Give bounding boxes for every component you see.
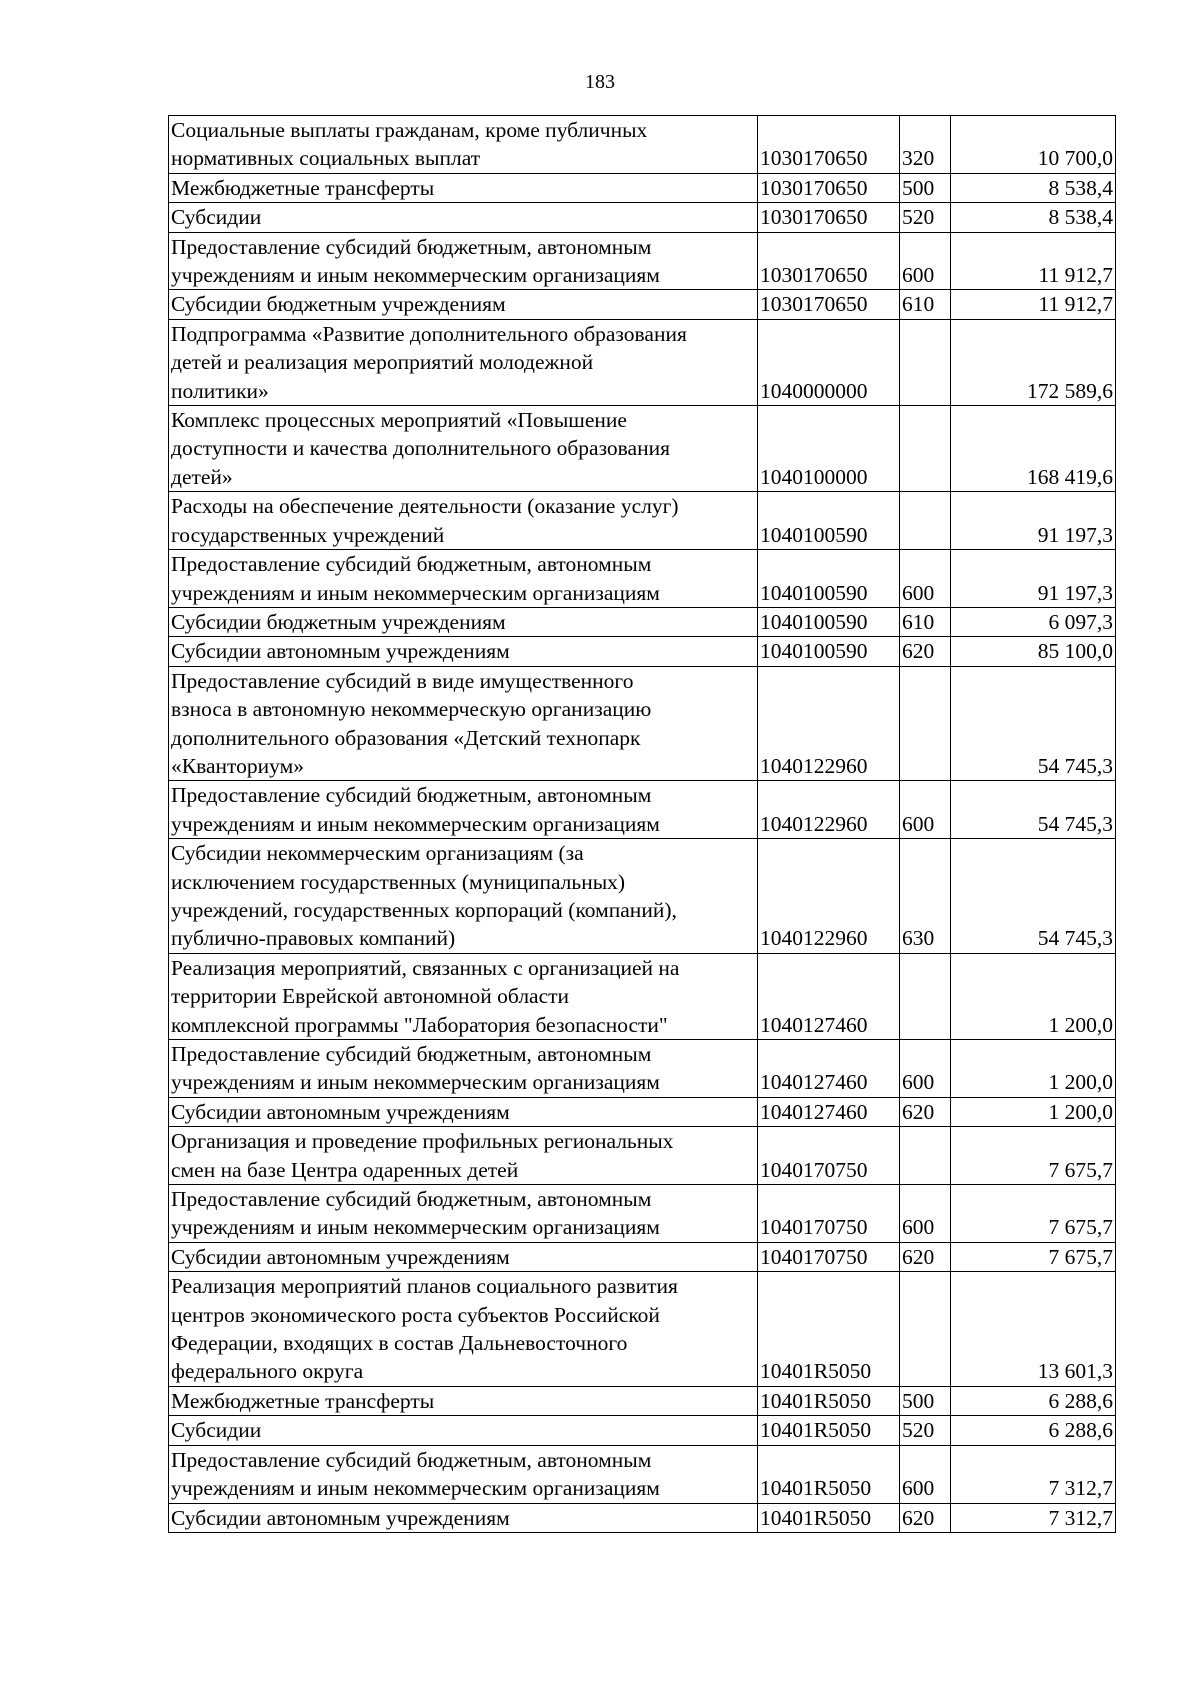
page-number: 183 xyxy=(585,71,615,93)
amount-cell: 54 745,3 xyxy=(951,839,1116,954)
table-row xyxy=(169,1040,1116,1098)
expense-type-cell: 610 xyxy=(900,290,951,319)
table-row xyxy=(169,232,1116,290)
amount-cell: 85 100,0 xyxy=(951,637,1116,666)
expense-type-cell xyxy=(900,1272,951,1387)
amount-cell: 11 912,7 xyxy=(951,290,1116,319)
table-row xyxy=(169,607,1116,636)
expense-type-cell: 620 xyxy=(900,1242,951,1271)
amount-cell: 7 312,7 xyxy=(951,1445,1116,1503)
table-row xyxy=(169,1127,1116,1185)
budget-table xyxy=(168,115,1116,1533)
target-article-cell: 1040127460 xyxy=(758,1040,900,1098)
table-row xyxy=(169,1272,1116,1387)
amount-cell: 6 288,6 xyxy=(951,1416,1116,1445)
expense-type-cell: 520 xyxy=(900,203,951,232)
table-row xyxy=(169,1185,1116,1243)
amount-cell: 10 700,0 xyxy=(951,116,1116,174)
amount-cell: 1 200,0 xyxy=(951,953,1116,1039)
table-row xyxy=(169,319,1116,405)
expense-name-cell: Субсидии xyxy=(169,203,758,232)
amount-cell: 13 601,3 xyxy=(951,1272,1116,1387)
amount-cell: 91 197,3 xyxy=(951,492,1116,550)
target-article-cell: 1040170750 xyxy=(758,1127,900,1185)
expense-name-cell: Предоставление субсидий бюджетным, автономным учреждениям и иным некоммерческим организациям xyxy=(169,550,758,608)
table-row xyxy=(169,290,1116,319)
expense-type-cell: 600 xyxy=(900,1185,951,1243)
table-row xyxy=(169,406,1116,492)
expense-type-cell: 620 xyxy=(900,637,951,666)
expense-type-cell xyxy=(900,406,951,492)
table-row xyxy=(169,953,1116,1039)
table-row xyxy=(169,781,1116,839)
expense-name-cell: Подпрограмма «Развитие дополнительного образования детей и реализация мероприятий молодежной политики» xyxy=(169,319,758,405)
amount-cell: 54 745,3 xyxy=(951,781,1116,839)
expense-type-cell: 600 xyxy=(900,232,951,290)
amount-cell: 11 912,7 xyxy=(951,232,1116,290)
amount-cell: 1 200,0 xyxy=(951,1040,1116,1098)
expense-name-cell: Реализация мероприятий планов социального развития центров экономического роста субъектов Российской Федерации, входящих в состав Дальневосточного федерального округа xyxy=(169,1272,758,1387)
target-article-cell: 1030170650 xyxy=(758,173,900,202)
expense-name-cell: Субсидии автономным учреждениям xyxy=(169,1097,758,1126)
expense-type-cell: 520 xyxy=(900,1416,951,1445)
budget-table-body xyxy=(169,116,1116,1533)
expense-name-cell: Субсидии автономным учреждениям xyxy=(169,1242,758,1271)
target-article-cell: 1030170650 xyxy=(758,232,900,290)
table-row xyxy=(169,1416,1116,1445)
target-article-cell: 1040170750 xyxy=(758,1242,900,1271)
target-article-cell: 1030170650 xyxy=(758,203,900,232)
amount-cell: 7 312,7 xyxy=(951,1503,1116,1532)
table-row xyxy=(169,637,1116,666)
target-article-cell: 1040000000 xyxy=(758,319,900,405)
table-row xyxy=(169,492,1116,550)
amount-cell: 91 197,3 xyxy=(951,550,1116,608)
expense-name-cell: Организация и проведение профильных региональных смен на базе Центра одаренных детей xyxy=(169,1127,758,1185)
expense-name-cell: Предоставление субсидий бюджетным, автономным учреждениям и иным некоммерческим организациям xyxy=(169,781,758,839)
expense-type-cell: 600 xyxy=(900,1445,951,1503)
target-article-cell: 1030170650 xyxy=(758,290,900,319)
target-article-cell: 1040170750 xyxy=(758,1185,900,1243)
amount-cell: 8 538,4 xyxy=(951,203,1116,232)
table-row xyxy=(169,839,1116,954)
target-article-cell: 1040127460 xyxy=(758,1097,900,1126)
expense-name-cell: Межбюджетные трансферты xyxy=(169,173,758,202)
target-article-cell: 1040100590 xyxy=(758,607,900,636)
expense-name-cell: Субсидии xyxy=(169,1416,758,1445)
table-row xyxy=(169,1242,1116,1271)
table-row xyxy=(169,1097,1116,1126)
expense-type-cell xyxy=(900,953,951,1039)
expense-type-cell: 630 xyxy=(900,839,951,954)
table-row xyxy=(169,1503,1116,1532)
expense-type-cell xyxy=(900,666,951,781)
expense-name-cell: Субсидии некоммерческим организациям (за исключением государственных (муниципальных) учреждений, государственных корпораций (компаний), публично-правовых компаний) xyxy=(169,839,758,954)
expense-type-cell: 610 xyxy=(900,607,951,636)
expense-type-cell: 500 xyxy=(900,1386,951,1415)
amount-cell: 6 288,6 xyxy=(951,1386,1116,1415)
table-row xyxy=(169,666,1116,781)
expense-name-cell: Предоставление субсидий бюджетным, автономным учреждениям и иным некоммерческим организациям xyxy=(169,1445,758,1503)
expense-type-cell xyxy=(900,319,951,405)
expense-type-cell: 620 xyxy=(900,1097,951,1126)
amount-cell: 54 745,3 xyxy=(951,666,1116,781)
expense-name-cell: Расходы на обеспечение деятельности (оказание услуг) государственных учреждений xyxy=(169,492,758,550)
table-row xyxy=(169,1445,1116,1503)
amount-cell: 7 675,7 xyxy=(951,1127,1116,1185)
amount-cell: 6 097,3 xyxy=(951,607,1116,636)
expense-name-cell: Предоставление субсидий в виде имущественного взноса в автономную некоммерческую организацию дополнительного образования «Детский технопарк «Кванториум» xyxy=(169,666,758,781)
target-article-cell: 10401R5050 xyxy=(758,1445,900,1503)
expense-type-cell: 600 xyxy=(900,550,951,608)
amount-cell: 168 419,6 xyxy=(951,406,1116,492)
expense-type-cell xyxy=(900,492,951,550)
table-row xyxy=(169,173,1116,202)
expense-name-cell: Предоставление субсидий бюджетным, автономным учреждениям и иным некоммерческим организациям xyxy=(169,1040,758,1098)
target-article-cell: 10401R5050 xyxy=(758,1272,900,1387)
expense-name-cell: Социальные выплаты гражданам, кроме публичных нормативных социальных выплат xyxy=(169,116,758,174)
expense-name-cell: Субсидии автономным учреждениям xyxy=(169,637,758,666)
amount-cell: 8 538,4 xyxy=(951,173,1116,202)
target-article-cell: 10401R5050 xyxy=(758,1416,900,1445)
target-article-cell: 1040127460 xyxy=(758,953,900,1039)
target-article-cell: 1040122960 xyxy=(758,781,900,839)
expense-name-cell: Комплекс процессных мероприятий «Повышение доступности и качества дополнительного образования детей» xyxy=(169,406,758,492)
table-row xyxy=(169,116,1116,174)
target-article-cell: 1040100590 xyxy=(758,637,900,666)
expense-name-cell: Субсидии бюджетным учреждениям xyxy=(169,607,758,636)
expense-name-cell: Предоставление субсидий бюджетным, автономным учреждениям и иным некоммерческим организациям xyxy=(169,1185,758,1243)
table-row xyxy=(169,203,1116,232)
target-article-cell: 1040122960 xyxy=(758,839,900,954)
expense-name-cell: Реализация мероприятий, связанных с организацией на территории Еврейской автономной области комплексной программы "Лаборатория безопасности" xyxy=(169,953,758,1039)
amount-cell: 1 200,0 xyxy=(951,1097,1116,1126)
expense-name-cell: Субсидии бюджетным учреждениям xyxy=(169,290,758,319)
expense-type-cell: 500 xyxy=(900,173,951,202)
table-row xyxy=(169,550,1116,608)
expense-type-cell: 320 xyxy=(900,116,951,174)
expense-type-cell: 600 xyxy=(900,781,951,839)
table-row xyxy=(169,1386,1116,1415)
target-article-cell: 10401R5050 xyxy=(758,1386,900,1415)
target-article-cell: 1030170650 xyxy=(758,116,900,174)
expense-name-cell: Субсидии автономным учреждениям xyxy=(169,1503,758,1532)
target-article-cell: 1040122960 xyxy=(758,666,900,781)
amount-cell: 7 675,7 xyxy=(951,1185,1116,1243)
target-article-cell: 1040100000 xyxy=(758,406,900,492)
target-article-cell: 10401R5050 xyxy=(758,1503,900,1532)
target-article-cell: 1040100590 xyxy=(758,550,900,608)
amount-cell: 7 675,7 xyxy=(951,1242,1116,1271)
expense-name-cell: Межбюджетные трансферты xyxy=(169,1386,758,1415)
amount-cell: 172 589,6 xyxy=(951,319,1116,405)
target-article-cell: 1040100590 xyxy=(758,492,900,550)
expense-type-cell xyxy=(900,1127,951,1185)
expense-type-cell: 620 xyxy=(900,1503,951,1532)
expense-name-cell: Предоставление субсидий бюджетным, автономным учреждениям и иным некоммерческим организациям xyxy=(169,232,758,290)
expense-type-cell: 600 xyxy=(900,1040,951,1098)
